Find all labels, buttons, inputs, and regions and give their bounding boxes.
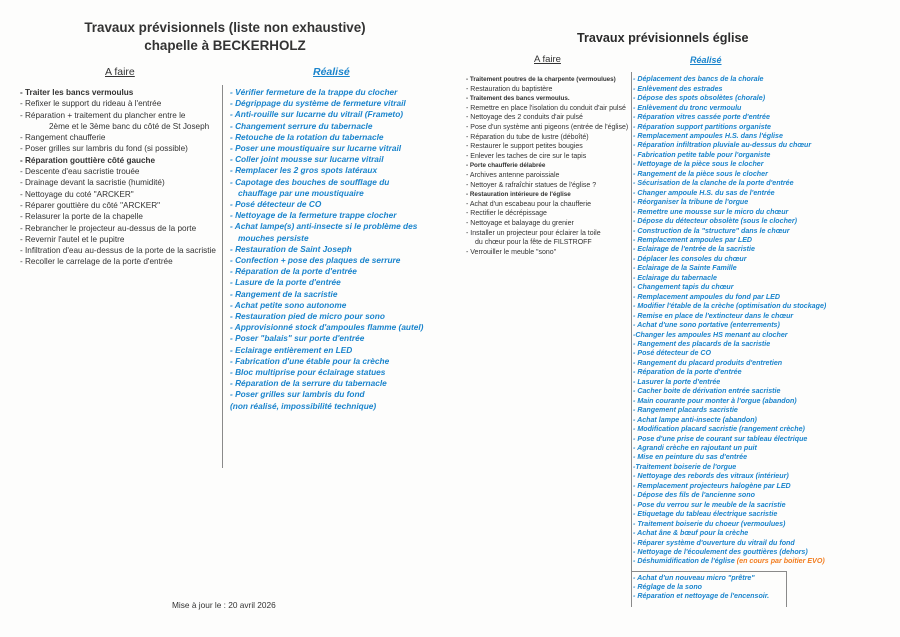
item-text: - Eclairage du tabernacle [633, 273, 717, 282]
done-item [633, 435, 826, 444]
done-item [633, 236, 826, 245]
item-text: - Achat lampe(s) anti-insecte si le problème des mouches persiste [230, 221, 418, 243]
done-item [633, 94, 826, 103]
todo-item [466, 142, 628, 152]
item-text: - Enlever les taches de cire sur le tapis [466, 152, 587, 160]
extra-done-item [633, 592, 769, 601]
item-text: - Restauration intérieure de l'église [466, 191, 571, 199]
done-item [633, 132, 826, 141]
item-text: - Rebrancher le projecteur au-dessus de la porte [20, 223, 197, 233]
done-item [230, 87, 423, 98]
todo-item [466, 200, 628, 210]
item-text: - Infiltration d'eau au-dessus de la porte de la sacristie [20, 246, 216, 256]
item-text: - Refixer le support du rideau à l'entrée [20, 99, 162, 109]
item-text: - Fabrication d'une étable pour la crèche [230, 355, 390, 366]
item-text: - Descente d'eau sacristie trouée [20, 167, 140, 177]
done-item [633, 520, 826, 529]
item-text: - Réparation + traitement du plancher entre le 2ème et le 3ème banc du côté de St Joseph [20, 110, 210, 131]
done-list [230, 87, 423, 401]
done-item [633, 113, 826, 122]
done-item [230, 356, 423, 367]
item-text: - Sécurisation de la clanche de la porte d'entrée [633, 179, 794, 188]
done-item [633, 425, 826, 434]
done-item [230, 154, 423, 165]
item-text: - Dégrippage du système de fermeture vitrail [230, 98, 406, 109]
done-item [633, 217, 826, 226]
item-text: - Réparation et nettoyage de l'encensoir. [633, 591, 770, 600]
done-item [633, 141, 826, 150]
todo-item [466, 181, 628, 191]
item-text: - Achat lampe anti-insecte (abandon) [633, 415, 757, 424]
item-text: - Dépose des fils de l'ancienne sono [633, 491, 755, 500]
done-item [633, 312, 826, 321]
done-item [230, 244, 423, 255]
todo-item [466, 152, 628, 162]
item-text: - Archives antenne paroissiale [466, 171, 560, 179]
item-text: - Réparation de la porte d'entrée [633, 368, 742, 377]
todo-item [466, 219, 628, 229]
item-text: - Réparation de la porte d'entrée [230, 266, 357, 277]
item-text: - Rangement de la pièce sous le clocher [633, 169, 768, 178]
done-item [230, 333, 423, 344]
item-text: - Anti-rouille sur lucarne du vitrail (Frameto) [230, 109, 404, 120]
item-text: - Traiter les bancs vermoulus [20, 88, 134, 97]
item-text: - Remplacement ampoules par LED [633, 236, 753, 244]
item-text: - Retouche de la rotation du tabernacle [230, 131, 384, 142]
done-item [633, 491, 826, 500]
done-item [633, 368, 826, 377]
todo-item [20, 189, 216, 200]
done-item [633, 501, 826, 510]
item-text: - Changement tapis du chœur [633, 283, 734, 292]
item-text: - Remettre une mousse sur le micro du chœur [633, 207, 789, 216]
item-text: - Etiquetage du tableau électrique sacristie [633, 510, 778, 519]
todo-list [20, 87, 216, 268]
item-text: - Remise en place de l'extincteur dans le chœur [633, 311, 794, 320]
done-item [633, 406, 826, 415]
done-item [633, 482, 826, 491]
item-text: - Rangement placards sacristie [633, 406, 738, 415]
item-text: - Pose d'un système anti pigeons (entrée de l'église) [466, 123, 629, 131]
done-footnote: (non réalisé, impossibilité technique) [230, 401, 377, 411]
todo-item [466, 113, 628, 123]
item-text: - Traitement boiserie du choeur (vermoulues) [633, 519, 786, 528]
item-text: - Construction de la "structure" dans le chœur [633, 226, 790, 235]
done-item [230, 255, 423, 266]
done-item [230, 121, 423, 132]
item-text: - Coller joint mousse sur lucarne vitrail [230, 154, 384, 165]
done-item [633, 416, 826, 425]
done-item [633, 274, 826, 283]
item-text: - Lasurer la porte d'entrée [633, 377, 721, 386]
item-text: - Déplacement des bancs de la chorale [633, 75, 764, 84]
done-item [633, 189, 826, 198]
todo-item [466, 85, 628, 95]
item-text: - Revernir l'autel et le pupitre [20, 234, 125, 244]
done-item [633, 444, 826, 453]
item-text: - Rangement chaufferie [20, 133, 106, 143]
done-item [230, 132, 423, 143]
item-text: - Bloc multiprise pour éclairage statues [230, 367, 386, 378]
todo-list [466, 75, 628, 257]
column-divider [631, 72, 632, 607]
item-text: - Rectifier le décrépissage [466, 210, 547, 218]
item-text: - Main courante pour monter à l'orgue (abandon) [633, 396, 797, 405]
item-text: - Restaurer le support petites bougies [466, 143, 583, 151]
todo-item [466, 133, 628, 143]
todo-item [466, 94, 628, 104]
item-text: - Nettoyage et balayage du grenier [466, 219, 574, 227]
done-item [633, 510, 826, 519]
done-item [633, 85, 826, 94]
done-item [633, 293, 826, 302]
item-text: - Capotage des bouches de soufflage du chauffage par une moustiquaire [230, 176, 390, 198]
done-item [230, 109, 423, 120]
item-text: - Verrouiller le meuble "sono" [466, 248, 557, 256]
done-item [230, 177, 423, 199]
done-item [230, 367, 423, 378]
done-item [230, 322, 423, 333]
item-text: - Restauration pied de micro pour sono [230, 311, 385, 322]
item-text: - Rangement de la sacristie [230, 288, 338, 299]
todo-header: A faire [534, 54, 561, 65]
todo-item [20, 223, 216, 234]
todo-item [20, 234, 216, 245]
item-text: - Vérifier fermeture de la trappe du clocher [230, 87, 398, 97]
done-item [633, 123, 826, 132]
todo-item [466, 248, 628, 258]
item-text: - Porte chaufferie délabrée [466, 162, 546, 170]
item-text: - Réparation infiltration pluviale au-dessus du chœur [633, 141, 812, 150]
item-text: - Recoller le carrelage de la porte d'entrée [20, 257, 173, 267]
todo-item [20, 87, 216, 98]
item-text: - Réorganiser la tribune de l'orgue [633, 198, 749, 207]
done-item [633, 453, 826, 462]
item-text: - Réparation du tube de lustre (déboîté) [466, 133, 589, 141]
item-text: - Mise en peinture du sas d'entrée [633, 453, 748, 462]
done-item [633, 302, 826, 311]
done-item [633, 472, 826, 481]
item-text: - Dépose du détecteur obsolète (sous le clocher) [633, 217, 797, 226]
item-text: - Agrandi crèche en rajoutant un puit [633, 443, 757, 452]
item-text: - Dépose des spots obsolètes (chorale) [633, 94, 766, 103]
done-item [230, 266, 423, 277]
done-header: Réalisé [690, 55, 722, 65]
item-text: - Eclairage de l'entrée de la sacristie [633, 245, 755, 254]
todo-item [466, 171, 628, 181]
todo-header: A faire [105, 66, 135, 78]
item-text: - Achat âne & bœuf pour la crèche [633, 529, 749, 538]
in-progress-note: (en cours par boitier EVO) [736, 557, 825, 566]
item-text: - Installer un projecteur pour éclairer la toile du chœur pour la fête de FILSTROFF [466, 229, 601, 247]
done-item [633, 331, 826, 340]
item-text: - Posé détecteur de CO [230, 199, 322, 210]
item-text: - Changement serrure du tabernacle [230, 120, 373, 131]
item-text: - Poser grilles sur lambris du fond [230, 389, 365, 400]
item-text: - Confection + pose des plaques de serrure [230, 255, 401, 266]
done-item [633, 151, 826, 160]
done-item [633, 539, 826, 548]
item-text: - Rangement du placard produits d'entretien [633, 358, 783, 367]
done-item [230, 389, 423, 400]
done-item [633, 548, 826, 557]
item-text: - Remplacement ampoules du fond par LED [633, 292, 781, 301]
item-text: - Rangement des placards de la sacristie [633, 339, 771, 348]
done-item [633, 387, 826, 396]
done-item [633, 255, 826, 264]
done-item [230, 143, 423, 154]
item-text: - Poser grilles sur lambris du fond (si possible) [20, 144, 188, 154]
title-line: Travaux prévisionnels (liste non exhaustive) [84, 20, 366, 35]
item-text: - Nettoyage des 2 conduits d'air pulsé [466, 114, 583, 122]
item-text: - Réparer système d'ouverture du vitrail du fond [633, 538, 795, 547]
item-text: - Achat d'un nouveau micro "prêtre" [633, 573, 755, 582]
todo-item [466, 190, 628, 200]
todo-item [466, 229, 628, 248]
done-item [230, 311, 423, 322]
item-text: - Remplacer les 2 gros spots latéraux [230, 165, 378, 176]
item-text: - Nettoyage de l'écoulement des gouttières (dehors) [633, 547, 808, 556]
item-text: - Drainage devant la sacristie (humidité) [20, 178, 165, 188]
item-text: - Enlèvement des estrades [633, 84, 723, 93]
done-item [633, 198, 826, 207]
item-text: - Pose du verrou sur le meuble de la sacristie [633, 500, 786, 509]
todo-item [20, 166, 216, 177]
done-header: Réalisé [313, 66, 350, 78]
done-item [230, 210, 423, 221]
done-item [230, 345, 423, 356]
done-item [230, 289, 423, 300]
item-text: - Nettoyage du coté "ARCKER" [20, 189, 134, 199]
done-item [633, 378, 826, 387]
item-text: - Remplacement ampoules H.S. dans l'église [633, 132, 783, 141]
done-item [230, 277, 423, 288]
done-item [633, 245, 826, 254]
item-text: - Achat d'une sono portative (enterrements) [633, 321, 780, 330]
item-text: - Remplacement projecteurs halogène par LED [633, 481, 791, 490]
item-text: - Nettoyage des rebords des vitraux (intérieur) [633, 472, 789, 481]
todo-item [20, 110, 216, 133]
todo-item [20, 143, 216, 154]
done-item [633, 104, 826, 113]
done-item [633, 463, 826, 472]
done-item [633, 208, 826, 217]
done-item [230, 221, 423, 243]
extra-done-item [633, 583, 769, 592]
item-text: - Posé détecteur de CO [633, 349, 712, 358]
item-text: - Enlèvement du tronc vermoulu [633, 103, 742, 112]
item-text: - Modifier l'étable de la crèche (optimisation du stockage) [633, 302, 827, 311]
title-subtitle: chapelle à BECKERHOLZ [144, 38, 306, 53]
done-item [633, 227, 826, 236]
todo-item [466, 75, 628, 85]
item-text: - Réparation vitres cassée porte d'entrée [633, 113, 770, 122]
item-text: - Réparation support partitions organiste [633, 122, 771, 131]
item-text: - Approvisionné stock d'ampoules flamme (autel) [230, 322, 424, 333]
item-text: - Traitement des bancs vermoulus. [466, 95, 570, 103]
done-item [633, 397, 826, 406]
item-text: - Achat d'un escabeau pour la chaufferie [466, 200, 591, 208]
item-text: -Changer les ampoules HS menant au clocher [633, 330, 788, 339]
done-item [633, 170, 826, 179]
item-text: - Déplacer les consoles du chœur [633, 254, 747, 263]
item-text: - Cacher boite de dérivation entrée sacristie [633, 387, 781, 396]
update-date: Mise à jour le : 20 avril 2026 [172, 600, 276, 610]
todo-item [20, 155, 216, 166]
page-title [0, 19, 450, 55]
done-list [633, 75, 826, 567]
done-item [633, 349, 826, 358]
item-text: - Nettoyer & rafraîchir statues de l'église ? [466, 181, 597, 189]
done-item [633, 264, 826, 273]
todo-item [20, 256, 216, 267]
todo-item [466, 104, 628, 114]
todo-item [20, 200, 216, 211]
item-text: - Nettoyage de la fermeture trappe clocher [230, 210, 397, 221]
todo-item [20, 211, 216, 222]
extra-done-item [633, 574, 769, 583]
item-text: - Changer ampoule H.S. du sas de l'entrée [633, 188, 775, 197]
done-item [633, 283, 826, 292]
item-text: - Pose d'une prise de courant sur tableau électrique [633, 434, 808, 443]
extra-done-list [633, 574, 769, 601]
done-item [633, 557, 826, 566]
item-text: - Remettre en place l'isolation du conduit d'air pulsé [466, 104, 626, 112]
done-item [633, 321, 826, 330]
todo-item [466, 161, 628, 171]
item-text: - Déshumidification de l'église [633, 557, 735, 566]
done-item [230, 378, 423, 389]
item-text: - Traitement poutres de la charpente (vermoulues) [466, 76, 616, 83]
done-item [633, 75, 826, 84]
item-text: - Réparation gouttière côté gauche [20, 155, 156, 165]
done-item [230, 300, 423, 311]
item-text: - Relasurer la porte de la chapelle [20, 212, 143, 222]
item-text: - Nettoyage de la pièce sous le clocher [633, 160, 764, 169]
item-text: - Poser une moustiquaire sur lucarne vitrail [230, 143, 402, 154]
item-text: - Réparer gouttière du côté "ARCKER" [20, 200, 161, 210]
todo-item [466, 123, 628, 133]
item-text: - Eclairage entièrement en LED [230, 344, 353, 355]
item-text: - Poser "balais" sur porte d'entrée [230, 333, 365, 344]
item-text: - Eclairage de la Sainte Famille [633, 264, 737, 273]
todo-item [20, 132, 216, 143]
column-divider [222, 85, 223, 468]
done-item [633, 160, 826, 169]
done-item [633, 359, 826, 368]
item-text: - Restauration du baptistère [466, 85, 553, 93]
done-item [633, 340, 826, 349]
item-text: - Modification placard sacristie (rangement crèche) [633, 425, 805, 434]
todo-item [20, 245, 216, 256]
done-item [230, 199, 423, 210]
todo-item [466, 209, 628, 219]
done-item [633, 529, 826, 538]
todo-item [20, 98, 216, 109]
item-text: - Achat petite sono autonome [230, 299, 347, 310]
item-text: -Traitement boiserie de l'orgue [633, 462, 737, 471]
done-item [230, 165, 423, 176]
item-text: - Restauration de Saint Joseph [230, 243, 352, 254]
item-text: - Réparation de la serrure du tabernacle [230, 378, 387, 389]
item-text: - Réglage de la sono [633, 582, 702, 591]
item-text: - Fabrication petite table pour l'organiste [633, 150, 771, 159]
done-item [633, 179, 826, 188]
page-title: Travaux prévisionnels église [577, 31, 749, 45]
church-page [450, 0, 900, 637]
done-item [230, 98, 423, 109]
item-text: - Lasure de la porte d'entrée [230, 277, 341, 288]
todo-item [20, 177, 216, 188]
